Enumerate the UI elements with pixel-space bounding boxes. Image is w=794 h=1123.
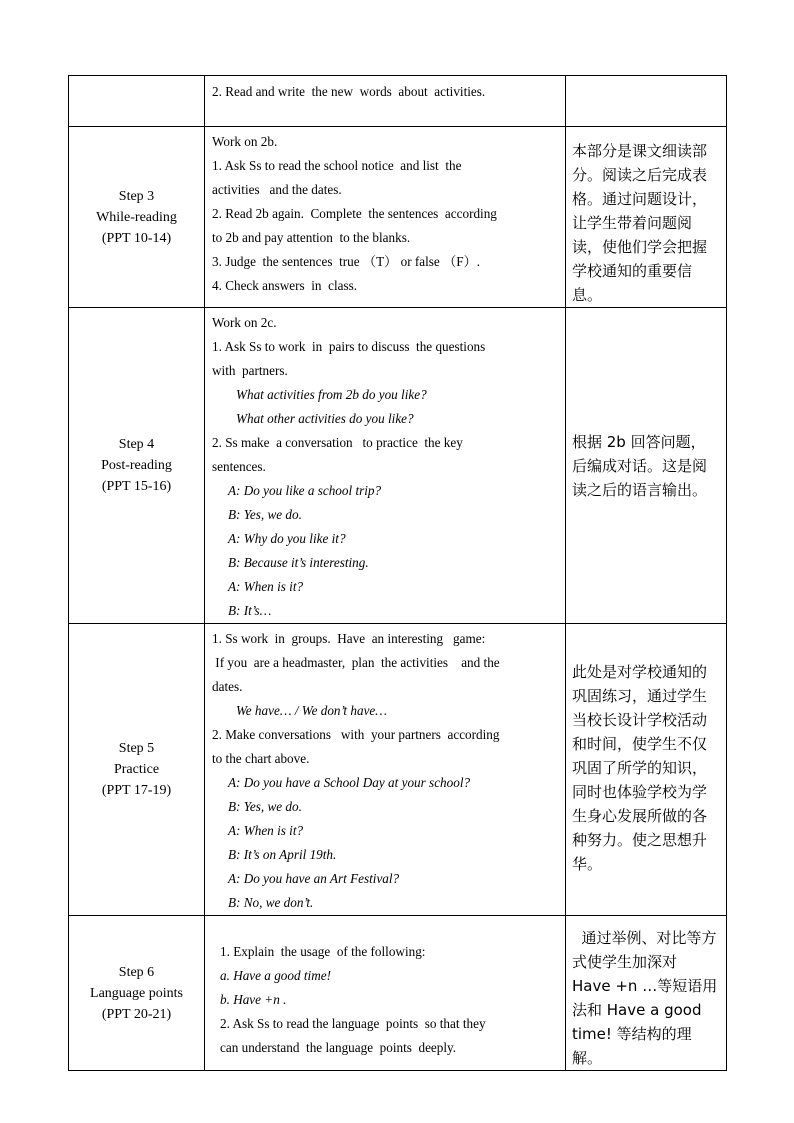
procedure-line: to the chart above. [212, 751, 310, 766]
procedure-line: B: Yes, we do. [228, 507, 302, 522]
step-cell [69, 916, 205, 1071]
step-cell [69, 76, 205, 127]
procedure-line: B: Because it’s interesting. [228, 555, 369, 570]
note-cell [566, 308, 727, 624]
procedure-line: A: Why do you like it? [228, 531, 346, 546]
procedure-line: 1. Ask Ss to read the school notice and list the [212, 158, 462, 173]
table-row [69, 624, 727, 916]
procedure-line: B: It’s… [228, 603, 272, 618]
step-title: Step 6 [118, 964, 155, 980]
procedure-line: 1. Ask Ss to work in pairs to discuss the questions [212, 339, 486, 354]
table-row [69, 127, 727, 308]
procedure-cell [205, 916, 566, 1071]
procedure-line: 2. Ss make a conversation to practice the key [212, 435, 463, 450]
step-title: Step 5 [118, 741, 155, 756]
procedure-cell [205, 76, 566, 127]
procedure-line: dates. [212, 679, 243, 694]
step-cell [69, 308, 205, 624]
note-cell [566, 916, 727, 1071]
procedure-line: Work on 2c. [212, 315, 277, 330]
step-stage: Language points [90, 985, 183, 1001]
procedure-line: A: Do you have an Art Festival? [228, 871, 400, 886]
procedure-line: to 2b and pay attention to the blanks. [212, 230, 411, 245]
design-note: 通过举例、对比等方式使学生加深对 Have +n …等短语用法和 Have a good time! 等结构的理解。 [572, 929, 718, 1067]
note-cell [566, 76, 727, 127]
procedure-line: What other activities do you like? [236, 411, 414, 426]
procedure-line: 2. Ask Ss to read the language points so that they [220, 1016, 486, 1031]
step-cell [69, 127, 205, 308]
table-row [69, 308, 727, 624]
step-ppt: (PPT 17-19) [101, 783, 172, 798]
step-ppt: (PPT 20-21) [101, 1006, 172, 1022]
procedure-line: If you are a headmaster, plan the activities and the [212, 655, 500, 670]
note-cell [566, 624, 727, 916]
procedure-line: 1. Ss work in groups. Have an interesting game: [212, 631, 486, 646]
procedure-line: activities and the dates. [212, 182, 342, 197]
step-stage: Practice [113, 762, 160, 777]
step-title: Step 4 [118, 437, 155, 452]
procedure-line: 4. Check answers in class. [212, 278, 358, 293]
procedure-line: 3. Judge the sentences true （T） or false （F）. [212, 254, 481, 269]
procedure-line: A: When is it? [228, 823, 304, 838]
procedure-line: can understand the language points deeply. [220, 1040, 457, 1055]
table-row [69, 76, 727, 127]
step-title: Step 3 [118, 188, 155, 204]
procedure-line: 2. Read 2b again. Complete the sentences according [212, 206, 497, 221]
procedure-line: 2. Make conversations with your partners according [212, 727, 500, 742]
procedure-cell [205, 127, 566, 308]
procedure-line: What activities from 2b do you like? [236, 387, 427, 402]
procedure-line: A: Do you have a School Day at your school? [228, 775, 471, 790]
design-note: 此处是对学校通知的巩固练习，通过学生当校长设计学校活动和时间，使学生不仅巩固了所学的知识，同时也体验学校为学生身心发展所做的各种努力。使之思想升华。 [572, 663, 708, 873]
procedure-line: 1. Explain the usage of the following: [220, 944, 426, 959]
procedure-line: sentences. [212, 459, 266, 474]
step-ppt: (PPT 10-14) [101, 230, 172, 246]
procedure-line: We have… / We don’t have… [236, 703, 388, 718]
procedure-line: 2. Read and write the new words about activities. [212, 84, 486, 99]
procedure-line: B: Yes, we do. [228, 799, 302, 814]
procedure-cell [205, 308, 566, 624]
step-stage: While-reading [96, 209, 177, 225]
procedure-line: B: No, we don’t. [228, 895, 314, 910]
procedure-line: A: When is it? [228, 579, 304, 594]
procedure-cell [205, 624, 566, 916]
step-stage: Post-reading [101, 458, 172, 473]
procedure-line: Work on 2b. [212, 134, 278, 149]
step-ppt: (PPT 15-16) [101, 479, 172, 494]
design-note: 本部分是课文细读部分。阅读之后完成表格。通过问题设计，让学生带着问题阅读，使他们学会把握学校通知的重要信息。 [572, 142, 708, 304]
procedure-line: with partners. [212, 363, 288, 378]
design-note: 根据 2b 回答问题，后编成对话。这是阅读之后的语言输出。 [572, 432, 708, 499]
lesson-plan-table [68, 75, 727, 1071]
procedure-line: b. Have +n . [220, 992, 287, 1007]
step-cell [69, 624, 205, 916]
table-row [69, 916, 727, 1071]
procedure-line: B: It’s on April 19th. [228, 847, 337, 862]
note-cell [566, 127, 727, 308]
procedure-line: A: Do you like a school trip? [228, 483, 382, 498]
procedure-line: a. Have a good time! [220, 968, 331, 983]
